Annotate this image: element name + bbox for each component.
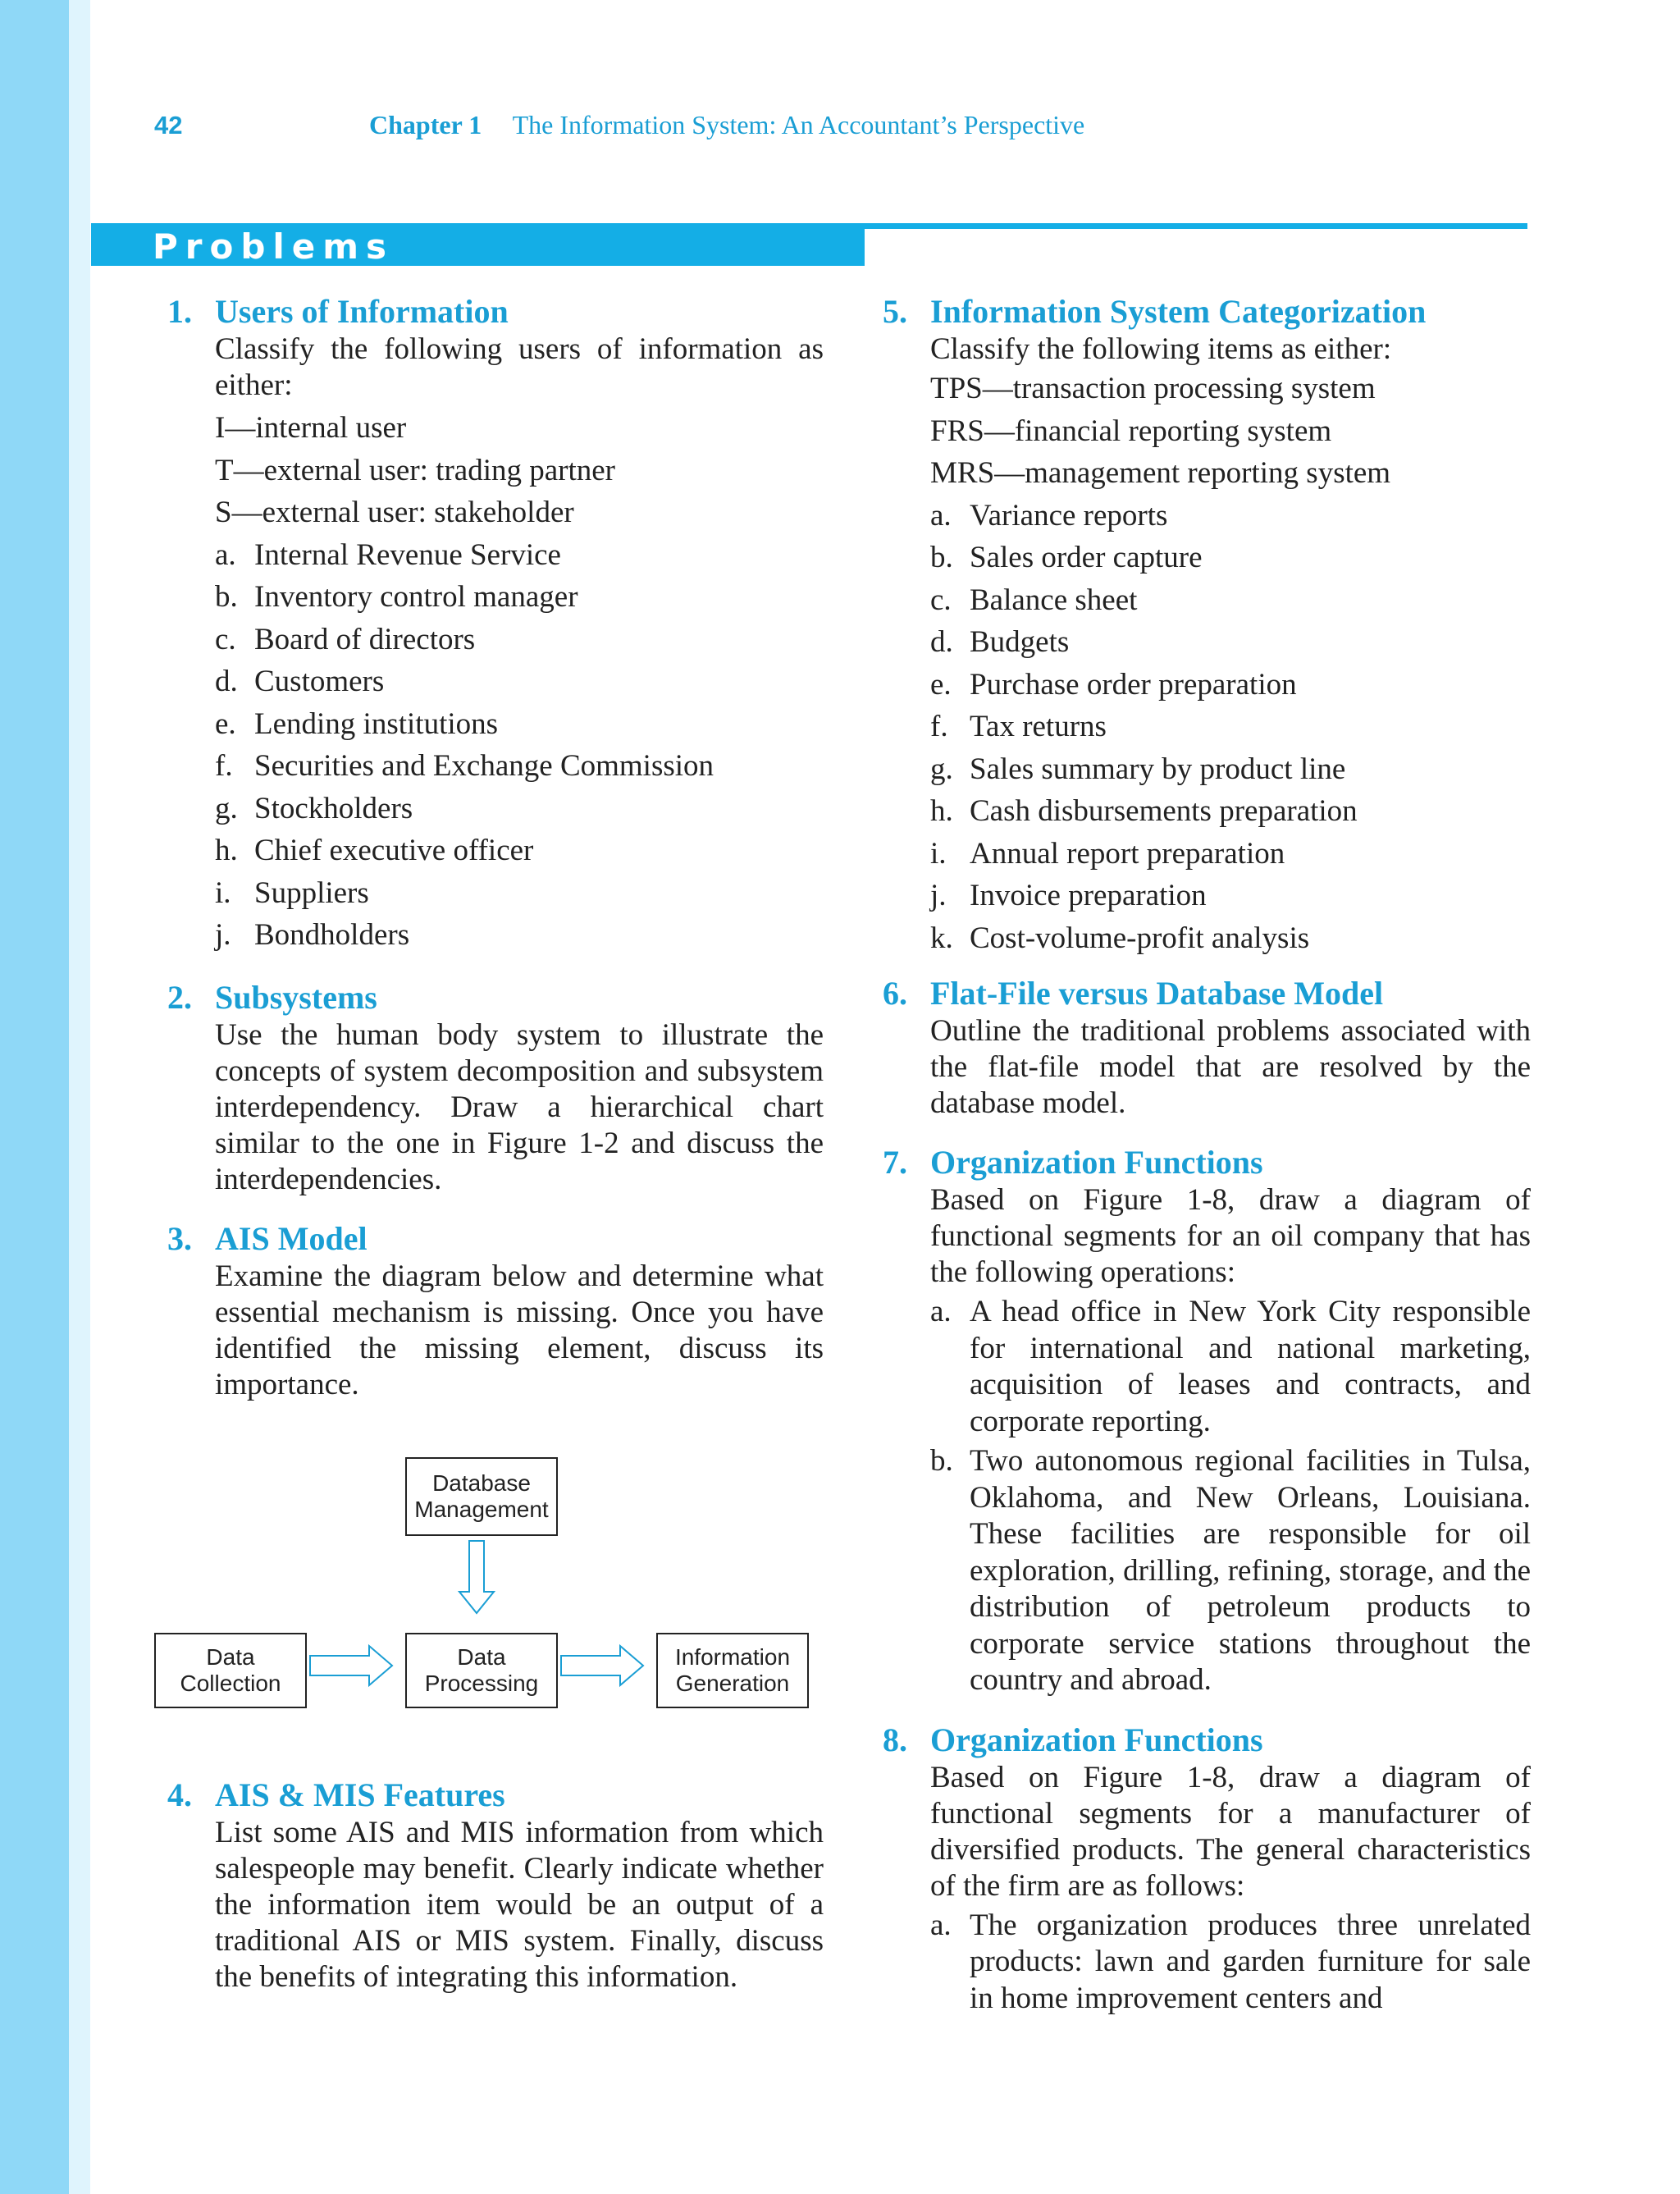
list-item bbox=[215, 788, 824, 830]
code-item: FRS—financial reporting system bbox=[930, 414, 1332, 448]
item-label: a. bbox=[930, 498, 952, 533]
item-text: Purchase order preparation bbox=[970, 667, 1297, 702]
right-column bbox=[883, 292, 1531, 2017]
item-text: Bondholders bbox=[254, 918, 410, 952]
item-text: Cash disbursements preparation bbox=[970, 794, 1358, 828]
list-item bbox=[215, 703, 824, 746]
item-text: Board of directors bbox=[254, 622, 476, 656]
problem-5 bbox=[883, 292, 1531, 959]
list-item bbox=[930, 495, 1531, 537]
item-text: Chief executive officer bbox=[254, 834, 534, 867]
problem-number: 2. bbox=[167, 978, 192, 1016]
item-text: Budgets bbox=[970, 625, 1070, 659]
problem-number: 1. bbox=[167, 293, 192, 330]
item-text: The organization produces three unrelated products: lawn and garden furniture for sale in home improvement centers and bbox=[970, 1908, 1531, 2015]
item-label: c. bbox=[930, 583, 952, 617]
problem-heading bbox=[883, 1143, 1531, 1182]
problem-number: 8. bbox=[883, 1721, 907, 1758]
arrow-right-icon bbox=[310, 1646, 392, 1685]
page-edge-strip bbox=[0, 0, 69, 2194]
database-management-box: Database Management bbox=[405, 1457, 558, 1536]
list-item bbox=[215, 534, 824, 577]
code-item: MRS—management reporting system bbox=[930, 456, 1391, 490]
list-item bbox=[930, 833, 1531, 875]
list-item bbox=[215, 830, 824, 872]
item-text: Tax returns bbox=[970, 710, 1107, 743]
list-item bbox=[930, 748, 1531, 791]
list-item bbox=[215, 619, 824, 661]
problem-heading bbox=[167, 292, 824, 331]
problem-8 bbox=[883, 1721, 1531, 2018]
item-label: a. bbox=[215, 537, 236, 572]
problem-text: Based on Figure 1-8, draw a diagram of functional segments for an oil company that has the following operations: bbox=[930, 1183, 1531, 1289]
problem-number: 6. bbox=[883, 975, 907, 1012]
data-collection-box: Data Collection bbox=[154, 1633, 307, 1708]
list-item bbox=[215, 872, 824, 915]
item-text: Securities and Exchange Commission bbox=[254, 749, 714, 783]
list-item bbox=[930, 1294, 1531, 1440]
item-label: d. bbox=[215, 665, 238, 698]
problem-intro: Classify the following items as either: bbox=[930, 332, 1392, 366]
item-label: j. bbox=[215, 918, 231, 952]
problem-number: 5. bbox=[883, 293, 907, 330]
list-item bbox=[930, 1443, 1531, 1699]
list-item bbox=[930, 579, 1531, 622]
list-item bbox=[930, 1908, 1531, 2018]
problem-text: Outline the traditional problems associated with the flat-file model that are resolved by the database model. bbox=[930, 1014, 1531, 1120]
item-text: Internal Revenue Service bbox=[254, 537, 561, 572]
running-header bbox=[369, 110, 1084, 140]
code-item: TPS—transaction processing system bbox=[930, 372, 1376, 405]
item-label: b. bbox=[930, 1444, 953, 1478]
item-text: Variance reports bbox=[970, 498, 1168, 533]
code-item: T—external user: trading partner bbox=[215, 453, 615, 487]
problem-title: Users of Information bbox=[215, 293, 509, 330]
item-label: i. bbox=[215, 875, 231, 910]
item-label: h. bbox=[930, 794, 953, 828]
section-title: Problems bbox=[153, 226, 395, 267]
left-column-lower bbox=[167, 1776, 824, 1995]
item-text: Suppliers bbox=[254, 875, 369, 910]
arrow-right-icon bbox=[561, 1646, 643, 1685]
item-label: c. bbox=[215, 622, 236, 656]
list-item bbox=[930, 917, 1531, 960]
problem-7 bbox=[883, 1143, 1531, 1699]
item-label: a. bbox=[930, 1295, 952, 1328]
item-label: f. bbox=[930, 710, 948, 743]
problem-heading bbox=[883, 974, 1531, 1013]
problem-intro: Classify the following users of information as either: bbox=[215, 332, 824, 402]
list-item bbox=[930, 537, 1531, 579]
item-text: Annual report preparation bbox=[970, 836, 1285, 871]
chapter-label: Chapter 1 bbox=[369, 110, 482, 139]
problem-title: Organization Functions bbox=[930, 1144, 1263, 1181]
item-text: Invoice preparation bbox=[970, 879, 1207, 912]
list-item bbox=[930, 790, 1531, 833]
page-edge-strip-light bbox=[69, 0, 90, 2194]
code-item: I—internal user bbox=[215, 411, 407, 445]
left-column bbox=[167, 292, 824, 1403]
item-label: b. bbox=[215, 580, 238, 614]
information-generation-box: Information Generation bbox=[656, 1633, 809, 1708]
chapter-title: The Information System: An Accountant’s Perspective bbox=[512, 110, 1085, 139]
problem-heading bbox=[883, 1721, 1531, 1760]
list-item bbox=[930, 664, 1531, 706]
item-text: Sales order capture bbox=[970, 541, 1203, 574]
item-text: Two autonomous regional facilities in Tulsa, Oklahoma, and New Orleans, Louisiana. These facilities are responsible for oil exploration, drilling, refining, storage, and the distribution of petroleum products to corporate service stations throughout the country and abroad. bbox=[970, 1444, 1531, 1697]
problem-text: List some AIS and MIS information from which salespeople may benefit. Clearly indicate whether the information item would be an output of a traditional AIS or MIS system. Finally, discuss the benefits of integrating this information. bbox=[215, 1816, 824, 1994]
item-label: g. bbox=[215, 791, 238, 825]
problem-number: 4. bbox=[167, 1776, 192, 1813]
problem-2 bbox=[167, 978, 824, 1198]
list-item bbox=[930, 706, 1531, 748]
code-item: S—external user: stakeholder bbox=[215, 496, 574, 529]
problem-1 bbox=[167, 292, 824, 957]
item-label: d. bbox=[930, 625, 953, 659]
data-processing-box: Data Processing bbox=[405, 1633, 558, 1708]
ais-model-diagram bbox=[154, 1451, 810, 1713]
item-text: Cost-volume-profit analysis bbox=[970, 921, 1310, 955]
item-text: Sales summary by product line bbox=[970, 752, 1346, 786]
problem-heading bbox=[167, 1776, 824, 1815]
problem-title: Information System Categorization bbox=[930, 293, 1427, 330]
problem-text: Examine the diagram below and determine what essential mechanism is missing. Once you have identified the missing element, discuss its importance. bbox=[215, 1259, 824, 1401]
item-text: Balance sheet bbox=[970, 583, 1138, 617]
list-item bbox=[930, 621, 1531, 664]
problem-4 bbox=[167, 1776, 824, 1995]
item-text: Stockholders bbox=[254, 791, 413, 825]
item-text: Inventory control manager bbox=[254, 580, 578, 614]
list-item bbox=[215, 745, 824, 788]
item-label: g. bbox=[930, 752, 953, 786]
problem-3 bbox=[167, 1219, 824, 1403]
item-label: i. bbox=[930, 836, 947, 871]
item-text: A head office in New York City responsible for international and national marketing, acquisition of leases and contracts, and corporate reporting. bbox=[970, 1295, 1531, 1438]
item-text: Customers bbox=[254, 665, 385, 698]
problem-number: 7. bbox=[883, 1144, 907, 1181]
problem-text: Based on Figure 1-8, draw a diagram of functional segments for a manufacturer of diversified products. The general characteristics of the firm are as follows: bbox=[930, 1760, 1531, 1903]
problem-title: Flat-File versus Database Model bbox=[930, 975, 1384, 1012]
item-label: a. bbox=[930, 1908, 952, 1942]
problem-text: Use the human body system to illustrate the concepts of system decomposition and subsystem interdependency. Draw a hierarchical chart similar to the one in Figure 1-2 and discuss the interdependencies. bbox=[215, 1017, 824, 1196]
item-label: k. bbox=[930, 921, 953, 955]
section-rule bbox=[865, 223, 1527, 229]
item-label: b. bbox=[930, 541, 953, 574]
page-number: 42 bbox=[154, 111, 183, 139]
problem-heading bbox=[883, 292, 1531, 331]
item-label: e. bbox=[930, 667, 952, 702]
problem-title: AIS & MIS Features bbox=[215, 1776, 505, 1813]
problem-6 bbox=[883, 974, 1531, 1122]
list-item bbox=[215, 914, 824, 957]
list-item bbox=[215, 660, 824, 703]
list-item bbox=[930, 875, 1531, 917]
problem-heading bbox=[167, 1219, 824, 1259]
item-label: h. bbox=[215, 834, 238, 867]
item-text: Lending institutions bbox=[254, 706, 499, 741]
item-label: f. bbox=[215, 749, 233, 783]
item-label: e. bbox=[215, 706, 236, 741]
list-item bbox=[215, 576, 824, 619]
problem-number: 3. bbox=[167, 1219, 192, 1257]
arrow-down-icon bbox=[459, 1541, 494, 1613]
problem-title: Subsystems bbox=[215, 978, 377, 1016]
problem-title: Organization Functions bbox=[930, 1721, 1263, 1758]
item-label: j. bbox=[930, 879, 947, 912]
problem-heading bbox=[167, 978, 824, 1017]
problem-title: AIS Model bbox=[215, 1219, 368, 1257]
